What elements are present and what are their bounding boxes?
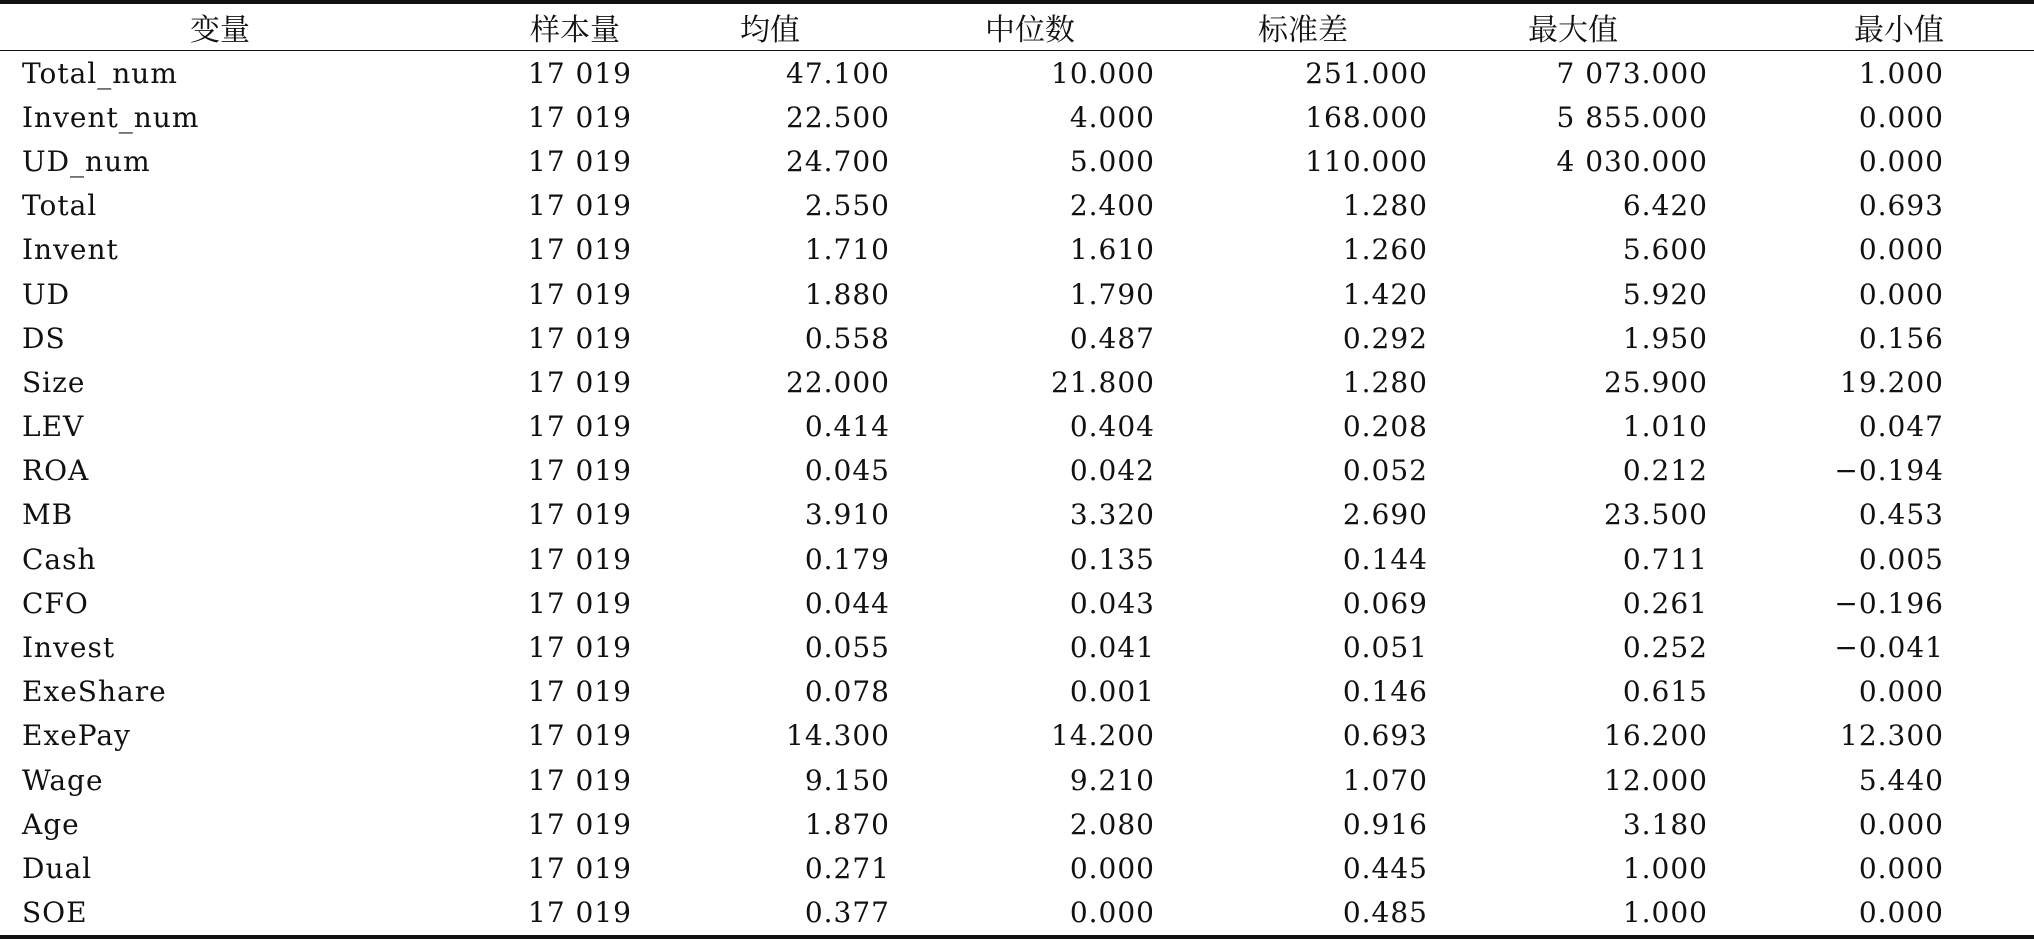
header-mean: 均值	[620, 2, 890, 51]
cell-variable: Total	[22, 189, 98, 223]
cell-median: 1.790	[1069, 277, 1155, 311]
table-row	[0, 228, 2034, 272]
table-row	[0, 758, 2034, 802]
cell-mean: 0.179	[804, 542, 890, 576]
header-row	[0, 2, 2034, 51]
cell-mean: 22.500	[786, 100, 890, 134]
cell-min: −0.194	[1834, 454, 1944, 488]
row-spacer	[1944, 625, 2034, 669]
table-row	[0, 846, 2034, 890]
cell-variable: Total_num	[22, 56, 178, 90]
cell-min: 0.693	[1858, 189, 1944, 223]
cell-median: 0.041	[1069, 631, 1155, 665]
cell-variable: Dual	[22, 851, 93, 885]
row-spacer	[1944, 802, 2034, 846]
cell-min: 0.000	[1858, 807, 1944, 841]
table-row	[0, 625, 2034, 669]
header-sample-size: 样本量	[440, 2, 620, 51]
row-spacer	[1944, 891, 2034, 937]
cell-variable: DS	[22, 321, 66, 355]
cell-sample-size: 17 019	[528, 189, 632, 223]
cell-min: 0.000	[1858, 233, 1944, 267]
cell-std: 0.052	[1342, 454, 1428, 488]
row-spacer	[1944, 316, 2034, 360]
cell-median: 0.404	[1069, 410, 1155, 444]
table-row	[0, 493, 2034, 537]
cell-min: 1.000	[1858, 56, 1944, 90]
cell-variable: Size	[22, 365, 86, 399]
cell-min: 19.200	[1840, 365, 1944, 399]
cell-max: 3.180	[1622, 807, 1708, 841]
cell-sample-size: 17 019	[528, 100, 632, 134]
cell-sample-size: 17 019	[528, 851, 632, 885]
cell-variable: ExeShare	[22, 675, 167, 709]
cell-mean: 0.078	[804, 675, 890, 709]
cell-median: 0.043	[1069, 586, 1155, 620]
cell-variable: Cash	[22, 542, 97, 576]
cell-variable: Invent_num	[22, 100, 200, 134]
cell-min: 5.440	[1858, 763, 1944, 797]
cell-max: 16.200	[1604, 719, 1708, 753]
cell-std: 0.485	[1342, 896, 1428, 930]
table-header	[0, 2, 2034, 51]
cell-min: 0.000	[1858, 277, 1944, 311]
cell-min: 0.000	[1858, 144, 1944, 178]
cell-mean: 3.910	[804, 498, 890, 532]
cell-max: 5 855.000	[1556, 100, 1708, 134]
cell-sample-size: 17 019	[528, 675, 632, 709]
row-spacer	[1944, 360, 2034, 404]
cell-std: 0.292	[1342, 321, 1428, 355]
cell-std: 1.280	[1342, 189, 1428, 223]
cell-max: 5.920	[1622, 277, 1708, 311]
cell-min: 12.300	[1840, 719, 1944, 753]
cell-max: 0.711	[1622, 542, 1708, 576]
cell-std: 110.000	[1305, 144, 1428, 178]
cell-sample-size: 17 019	[528, 56, 632, 90]
cell-max: 4 030.000	[1556, 144, 1708, 178]
table-row	[0, 51, 2034, 96]
cell-std: 1.280	[1342, 365, 1428, 399]
cell-median: 4.000	[1069, 100, 1155, 134]
cell-std: 0.146	[1342, 675, 1428, 709]
header-variable: 变量	[0, 2, 440, 51]
cell-variable: MB	[22, 498, 74, 532]
cell-sample-size: 17 019	[528, 763, 632, 797]
cell-sample-size: 17 019	[528, 498, 632, 532]
cell-max: 25.900	[1604, 365, 1708, 399]
cell-mean: 0.055	[804, 631, 890, 665]
header-std: 标准差	[1155, 2, 1428, 51]
cell-sample-size: 17 019	[528, 144, 632, 178]
cell-variable: UD_num	[22, 144, 151, 178]
cell-variable: Invent	[22, 233, 119, 267]
header-median: 中位数	[890, 2, 1155, 51]
cell-variable: SOE	[22, 896, 88, 930]
cell-median: 5.000	[1069, 144, 1155, 178]
table-row	[0, 581, 2034, 625]
table-row	[0, 139, 2034, 183]
row-spacer	[1944, 581, 2034, 625]
cell-std: 0.916	[1342, 807, 1428, 841]
cell-std: 0.445	[1342, 851, 1428, 885]
cell-mean: 1.870	[804, 807, 890, 841]
table-row	[0, 802, 2034, 846]
cell-sample-size: 17 019	[528, 365, 632, 399]
cell-min: 0.000	[1858, 675, 1944, 709]
cell-min: 0.047	[1858, 410, 1944, 444]
cell-max: 0.252	[1622, 631, 1708, 665]
cell-mean: 22.000	[786, 365, 890, 399]
cell-sample-size: 17 019	[528, 719, 632, 753]
cell-variable: CFO	[22, 586, 89, 620]
cell-sample-size: 17 019	[528, 807, 632, 841]
cell-std: 0.144	[1342, 542, 1428, 576]
cell-mean: 0.558	[804, 321, 890, 355]
cell-median: 0.000	[1069, 896, 1155, 930]
cell-max: 5.600	[1622, 233, 1708, 267]
row-spacer	[1944, 758, 2034, 802]
row-spacer	[1944, 670, 2034, 714]
cell-max: 6.420	[1622, 189, 1708, 223]
cell-max: 12.000	[1604, 763, 1708, 797]
cell-variable: ROA	[22, 454, 90, 488]
cell-mean: 9.150	[804, 763, 890, 797]
cell-max: 1.010	[1622, 410, 1708, 444]
row-spacer	[1944, 493, 2034, 537]
cell-median: 1.610	[1069, 233, 1155, 267]
cell-median: 10.000	[1051, 56, 1155, 90]
cell-sample-size: 17 019	[528, 586, 632, 620]
cell-max: 1.000	[1622, 896, 1708, 930]
cell-min: 0.453	[1858, 498, 1944, 532]
cell-std: 0.208	[1342, 410, 1428, 444]
cell-std: 0.051	[1342, 631, 1428, 665]
cell-std: 168.000	[1305, 100, 1428, 134]
cell-variable: LEV	[22, 410, 85, 444]
table-row	[0, 184, 2034, 228]
cell-min: 0.000	[1858, 851, 1944, 885]
cell-sample-size: 17 019	[528, 454, 632, 488]
cell-std: 251.000	[1305, 56, 1428, 90]
header-spacer	[1944, 2, 2034, 51]
cell-max: 7 073.000	[1556, 56, 1708, 90]
row-spacer	[1944, 184, 2034, 228]
row-spacer	[1944, 51, 2034, 96]
table-body	[0, 51, 2034, 937]
cell-mean: 1.880	[804, 277, 890, 311]
cell-mean: 0.044	[804, 586, 890, 620]
cell-max: 0.212	[1622, 454, 1708, 488]
row-spacer	[1944, 228, 2034, 272]
row-spacer	[1944, 272, 2034, 316]
cell-std: 1.260	[1342, 233, 1428, 267]
table-row	[0, 449, 2034, 493]
cell-median: 21.800	[1051, 365, 1155, 399]
cell-max: 23.500	[1604, 498, 1708, 532]
cell-median: 0.001	[1069, 675, 1155, 709]
cell-variable: Wage	[22, 763, 104, 797]
cell-sample-size: 17 019	[528, 277, 632, 311]
cell-std: 0.693	[1342, 719, 1428, 753]
table-row	[0, 272, 2034, 316]
cell-sample-size: 17 019	[528, 631, 632, 665]
cell-median: 0.487	[1069, 321, 1155, 355]
table-row	[0, 891, 2034, 937]
cell-min: 0.000	[1858, 896, 1944, 930]
cell-std: 1.070	[1342, 763, 1428, 797]
cell-std: 1.420	[1342, 277, 1428, 311]
cell-variable: Age	[22, 807, 80, 841]
cell-mean: 0.414	[804, 410, 890, 444]
cell-mean: 0.377	[804, 896, 890, 930]
table-row	[0, 714, 2034, 758]
cell-variable: Invest	[22, 631, 116, 665]
row-spacer	[1944, 537, 2034, 581]
cell-median: 0.000	[1069, 851, 1155, 885]
cell-mean: 14.300	[786, 719, 890, 753]
cell-min: 0.156	[1858, 321, 1944, 355]
cell-sample-size: 17 019	[528, 542, 632, 576]
cell-mean: 2.550	[804, 189, 890, 223]
cell-max: 1.000	[1622, 851, 1708, 885]
cell-max: 1.950	[1622, 321, 1708, 355]
table-row	[0, 316, 2034, 360]
table-row	[0, 95, 2034, 139]
cell-sample-size: 17 019	[528, 233, 632, 267]
table-row	[0, 405, 2034, 449]
row-spacer	[1944, 846, 2034, 890]
cell-min: −0.196	[1834, 586, 1944, 620]
cell-mean: 47.100	[786, 56, 890, 90]
cell-min: −0.041	[1834, 631, 1944, 665]
cell-sample-size: 17 019	[528, 321, 632, 355]
cell-mean: 24.700	[786, 144, 890, 178]
row-spacer	[1944, 405, 2034, 449]
cell-sample-size: 17 019	[528, 410, 632, 444]
cell-median: 2.400	[1069, 189, 1155, 223]
cell-sample-size: 17 019	[528, 896, 632, 930]
row-spacer	[1944, 139, 2034, 183]
row-spacer	[1944, 449, 2034, 493]
cell-median: 0.135	[1069, 542, 1155, 576]
row-spacer	[1944, 95, 2034, 139]
table-row	[0, 670, 2034, 714]
cell-std: 0.069	[1342, 586, 1428, 620]
row-spacer	[1944, 714, 2034, 758]
table-row	[0, 537, 2034, 581]
cell-std: 2.690	[1342, 498, 1428, 532]
cell-max: 0.261	[1622, 586, 1708, 620]
cell-median: 2.080	[1069, 807, 1155, 841]
cell-min: 0.005	[1858, 542, 1944, 576]
cell-min: 0.000	[1858, 100, 1944, 134]
cell-median: 3.320	[1069, 498, 1155, 532]
cell-max: 0.615	[1622, 675, 1708, 709]
header-max: 最大值	[1428, 2, 1708, 51]
header-min: 最小值	[1708, 2, 1944, 51]
cell-variable: ExePay	[22, 719, 131, 753]
cell-variable: UD	[22, 277, 71, 311]
cell-mean: 0.045	[804, 454, 890, 488]
cell-mean: 0.271	[804, 851, 890, 885]
cell-median: 9.210	[1069, 763, 1155, 797]
table-row	[0, 360, 2034, 404]
cell-mean: 1.710	[804, 233, 890, 267]
cell-median: 14.200	[1051, 719, 1155, 753]
cell-median: 0.042	[1069, 454, 1155, 488]
